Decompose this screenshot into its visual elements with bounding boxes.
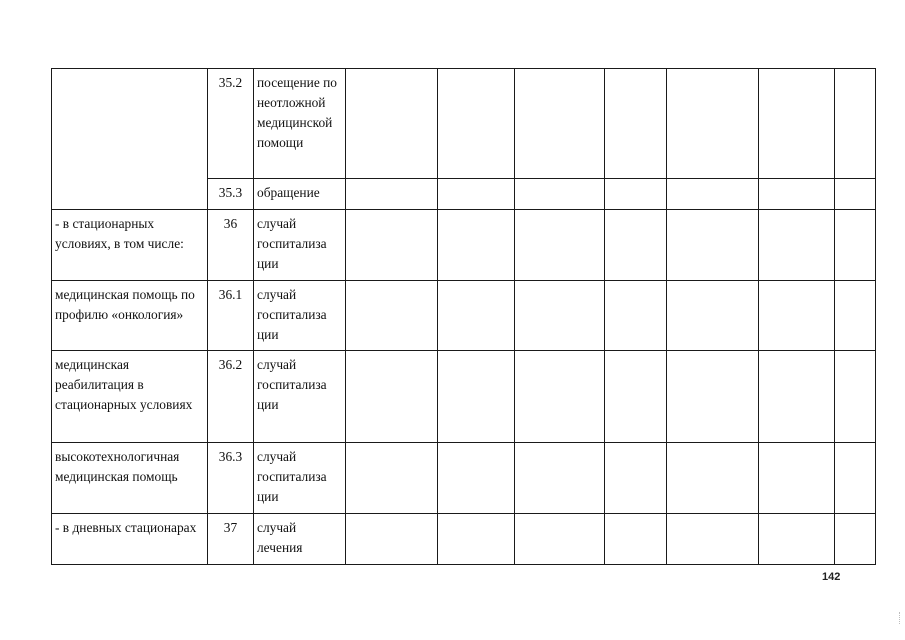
value-cell [835, 281, 876, 351]
value-cell [605, 281, 667, 351]
row-label-cell [52, 69, 208, 210]
value-cell [438, 443, 515, 514]
row-code-cell: 35.2 [208, 69, 254, 179]
value-cell [759, 210, 835, 281]
table-row [52, 514, 876, 565]
row-label-cell: - в дневных стационарах [52, 514, 208, 565]
row-unit-cell: случай госпитализа ции [254, 443, 346, 514]
value-cell [835, 210, 876, 281]
value-cell [835, 443, 876, 514]
value-cell [515, 210, 605, 281]
value-cell [515, 69, 605, 179]
value-cell [759, 351, 835, 443]
services-table [51, 68, 876, 565]
value-cell [515, 179, 605, 210]
value-cell [346, 443, 438, 514]
table-row [52, 443, 876, 514]
value-cell [759, 514, 835, 565]
value-cell [759, 443, 835, 514]
value-cell [438, 210, 515, 281]
value-cell [515, 281, 605, 351]
value-cell [759, 281, 835, 351]
value-cell [346, 69, 438, 179]
row-unit-cell: посещение по неотложной медицинской помощи [254, 69, 346, 179]
row-code-cell: 37 [208, 514, 254, 565]
row-code-cell: 36 [208, 210, 254, 281]
row-label-cell: - в стационарных условиях, в том числе: [52, 210, 208, 281]
scan-artifact [899, 612, 901, 624]
value-cell [759, 69, 835, 179]
value-cell [759, 179, 835, 210]
row-unit-cell: случай госпитализа ции [254, 351, 346, 443]
table-row [52, 210, 876, 281]
value-cell [605, 69, 667, 179]
value-cell [835, 351, 876, 443]
value-cell [667, 69, 759, 179]
value-cell [605, 443, 667, 514]
value-cell [515, 351, 605, 443]
value-cell [438, 281, 515, 351]
value-cell [438, 514, 515, 565]
row-code-cell: 36.1 [208, 281, 254, 351]
value-cell [515, 443, 605, 514]
row-unit-cell: случай госпитализа ции [254, 281, 346, 351]
row-unit-cell: обращение [254, 179, 346, 210]
row-code-cell: 36.3 [208, 443, 254, 514]
value-cell [667, 351, 759, 443]
value-cell [605, 179, 667, 210]
value-cell [835, 179, 876, 210]
value-cell [346, 351, 438, 443]
row-label-cell: медицинская реабилитация в стационарных условиях [52, 351, 208, 443]
table-row [52, 69, 876, 179]
value-cell [667, 179, 759, 210]
row-code-cell: 35.3 [208, 179, 254, 210]
value-cell [346, 179, 438, 210]
value-cell [667, 443, 759, 514]
value-cell [605, 351, 667, 443]
value-cell [438, 69, 515, 179]
value-cell [346, 210, 438, 281]
row-label-cell: высокотехнологичная медицинская помощь [52, 443, 208, 514]
value-cell [667, 281, 759, 351]
value-cell [438, 179, 515, 210]
table-row [52, 351, 876, 443]
value-cell [835, 514, 876, 565]
value-cell [605, 210, 667, 281]
value-cell [667, 210, 759, 281]
value-cell [346, 281, 438, 351]
row-unit-cell: случай госпитализа ции [254, 210, 346, 281]
row-unit-cell: случай лечения [254, 514, 346, 565]
value-cell [515, 514, 605, 565]
value-cell [438, 351, 515, 443]
row-label-cell: медицинская помощь по профилю «онкология» [52, 281, 208, 351]
value-cell [605, 514, 667, 565]
value-cell [835, 69, 876, 179]
page-number: 142 [822, 571, 841, 583]
value-cell [667, 514, 759, 565]
table-row [52, 281, 876, 351]
row-code-cell: 36.2 [208, 351, 254, 443]
value-cell [346, 514, 438, 565]
